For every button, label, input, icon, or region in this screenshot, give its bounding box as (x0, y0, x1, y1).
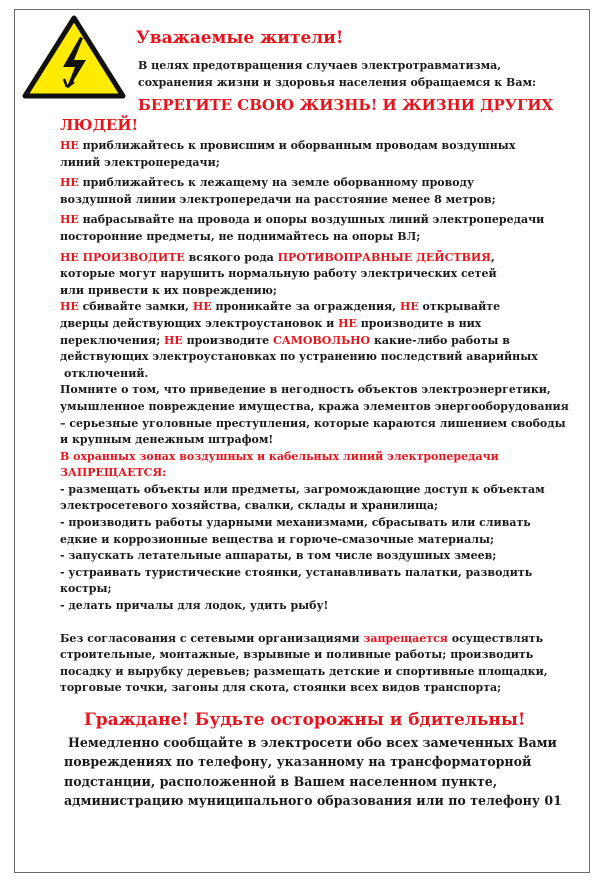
ne-marker: НЕ (192, 300, 212, 314)
ne-marker: НЕ (399, 300, 419, 314)
ne-marker: НЕ (60, 139, 79, 152)
zone-item: - устраивать туристические стоянки, устанавливать палатки, разводить (60, 565, 533, 579)
report-line: администрацию муниципального образования или по телефону 01 (64, 793, 562, 809)
slogan-heading: Граждане! Будьте осторожны и бдительны! (84, 710, 526, 730)
zones-heading: ЗАПРЕЩАЕТСЯ: (60, 466, 167, 480)
rule-text: набрасывайте на провода и опоры воздушных линий электропередачи (78, 213, 545, 227)
rule-2-line (60, 175, 586, 192)
rule-text: производите в них (356, 316, 482, 330)
ne-marker: НЕ (60, 213, 79, 227)
rule-4-line (60, 250, 586, 267)
rule-text: приближайтесь к лежащему на земле оборванному проводу (78, 176, 474, 190)
rule-text: приближайтесь к провисшим и оборванным проводам воздушных (78, 139, 516, 152)
rule-text: производите (182, 333, 273, 347)
rule-1-line (60, 138, 586, 155)
ne-marker: НЕ ПРОИЗВОДИТЕ (60, 250, 185, 264)
liability-line: – серьезные уголовные преступления, которые караются лишением свободы (60, 416, 566, 430)
rule-5-line (60, 333, 586, 350)
intro-line: сохранения жизни и здоровья населения обращаемся к Вам: (138, 75, 537, 89)
report-line: подстанции, расположенной в Вашем населенном пункте, (64, 773, 498, 789)
rule-4-line: или привести к их повреждению; (60, 283, 277, 297)
zone-item: едкие и коррозионные вещества и горюче-смазочные материалы; (60, 532, 495, 546)
rule-3-line: посторонние предметы, не поднимайтесь на опоры ВЛ; (60, 229, 421, 243)
zone-item: - размещать объекты или предметы, загромождающие доступ к объектам (60, 482, 545, 496)
rule-4-line: которые могут нарушить нормальную работу электрических сетей (60, 267, 497, 281)
zone-item: электросетевого хозяйства, свалки, склады и хранилища; (60, 499, 439, 513)
high-voltage-warning-icon (22, 15, 126, 99)
intro-text (138, 58, 580, 91)
ne-marker: НЕ (164, 333, 183, 347)
zone-item: - производить работы ударными механизмами, сбрасывать или сливать (60, 516, 531, 530)
liability-line: и крупным денежным штрафом! (60, 433, 274, 447)
rule-5-line: действующих электроустановках по устранению последствий аварийных (60, 350, 538, 364)
zone-item: - запускать летательные аппараты, в том числе воздушных змеев; (60, 549, 497, 563)
approval-line: торговые точки, загоны для скота, стоянки всех видов транспорта; (60, 681, 502, 695)
rule-text: переключения; (60, 333, 164, 347)
liability-line: Помните о том, что приведение в негодность объектов электроэнергетики, (60, 383, 551, 397)
appeal-heading: БЕРЕГИТЕ СВОЮ ЖИЗНЬ! И ЖИЗНИ ДРУГИХ (138, 96, 554, 114)
rule-text: проникайте за ограждения, (211, 300, 400, 314)
red-emphasis: запрещается (363, 631, 448, 645)
rule-text: сбивайте замки, (78, 300, 193, 314)
rule-text: всякого рода (184, 250, 278, 264)
approval-text: осуществлять (447, 631, 544, 645)
approval-text: Без согласования с сетевыми организациями (60, 631, 364, 645)
poster-title: Уважаемые жители! (136, 28, 344, 48)
ne-marker: НЕ (60, 300, 79, 314)
report-line: Немедленно сообщайте в электросети обо всех замеченных Вами (68, 735, 557, 750)
zones-heading: В охранных зонах воздушных и кабельных линий электропередачи (60, 449, 499, 463)
red-emphasis: САМОВОЛЬНО (272, 333, 371, 347)
rule-1-line: линий электропередачи; (60, 155, 220, 169)
rule-text: , (490, 250, 495, 264)
zone-item: - делать причалы для лодок, удить рыбу! (60, 599, 329, 613)
zone-item: костры; (60, 582, 112, 596)
rules-block (60, 138, 586, 697)
intro-line: В целях предотвращения случаев электротравматизма, (138, 59, 502, 72)
approval-line: строительные, монтажные, взрывные и поливные работы; производить (60, 648, 534, 662)
appeal-heading-continued: ЛЮДЕЙ! (60, 116, 139, 134)
report-block (64, 733, 584, 811)
ne-marker: НЕ (60, 176, 79, 190)
rule-5-line (60, 299, 586, 316)
report-line: повреждениях по телефону, указанному на трансформаторной (64, 754, 532, 770)
rule-3-line (60, 212, 586, 229)
approval-line: посадку и вырубку деревьев; размещать детские и спортивные площадки, (60, 664, 548, 678)
liability-line: умышленное повреждение имущества, кража элементов энергооборудования (60, 399, 569, 413)
rule-text: какие-либо работы в (370, 333, 510, 347)
approval-line (60, 631, 586, 648)
rule-text: открывайте (418, 300, 501, 314)
rule-5-line: отключений. (64, 366, 149, 380)
rule-5-line (60, 316, 586, 333)
ne-marker: НЕ (338, 316, 357, 330)
rule-text: дверцы действующих электроустановок и (60, 316, 339, 330)
red-emphasis: ПРОТИВОПРАВНЫЕ ДЕЙСТВИЯ (277, 250, 491, 264)
rule-2-line: воздушной линии электропередачи на расстояние менее 8 метров; (60, 192, 496, 206)
